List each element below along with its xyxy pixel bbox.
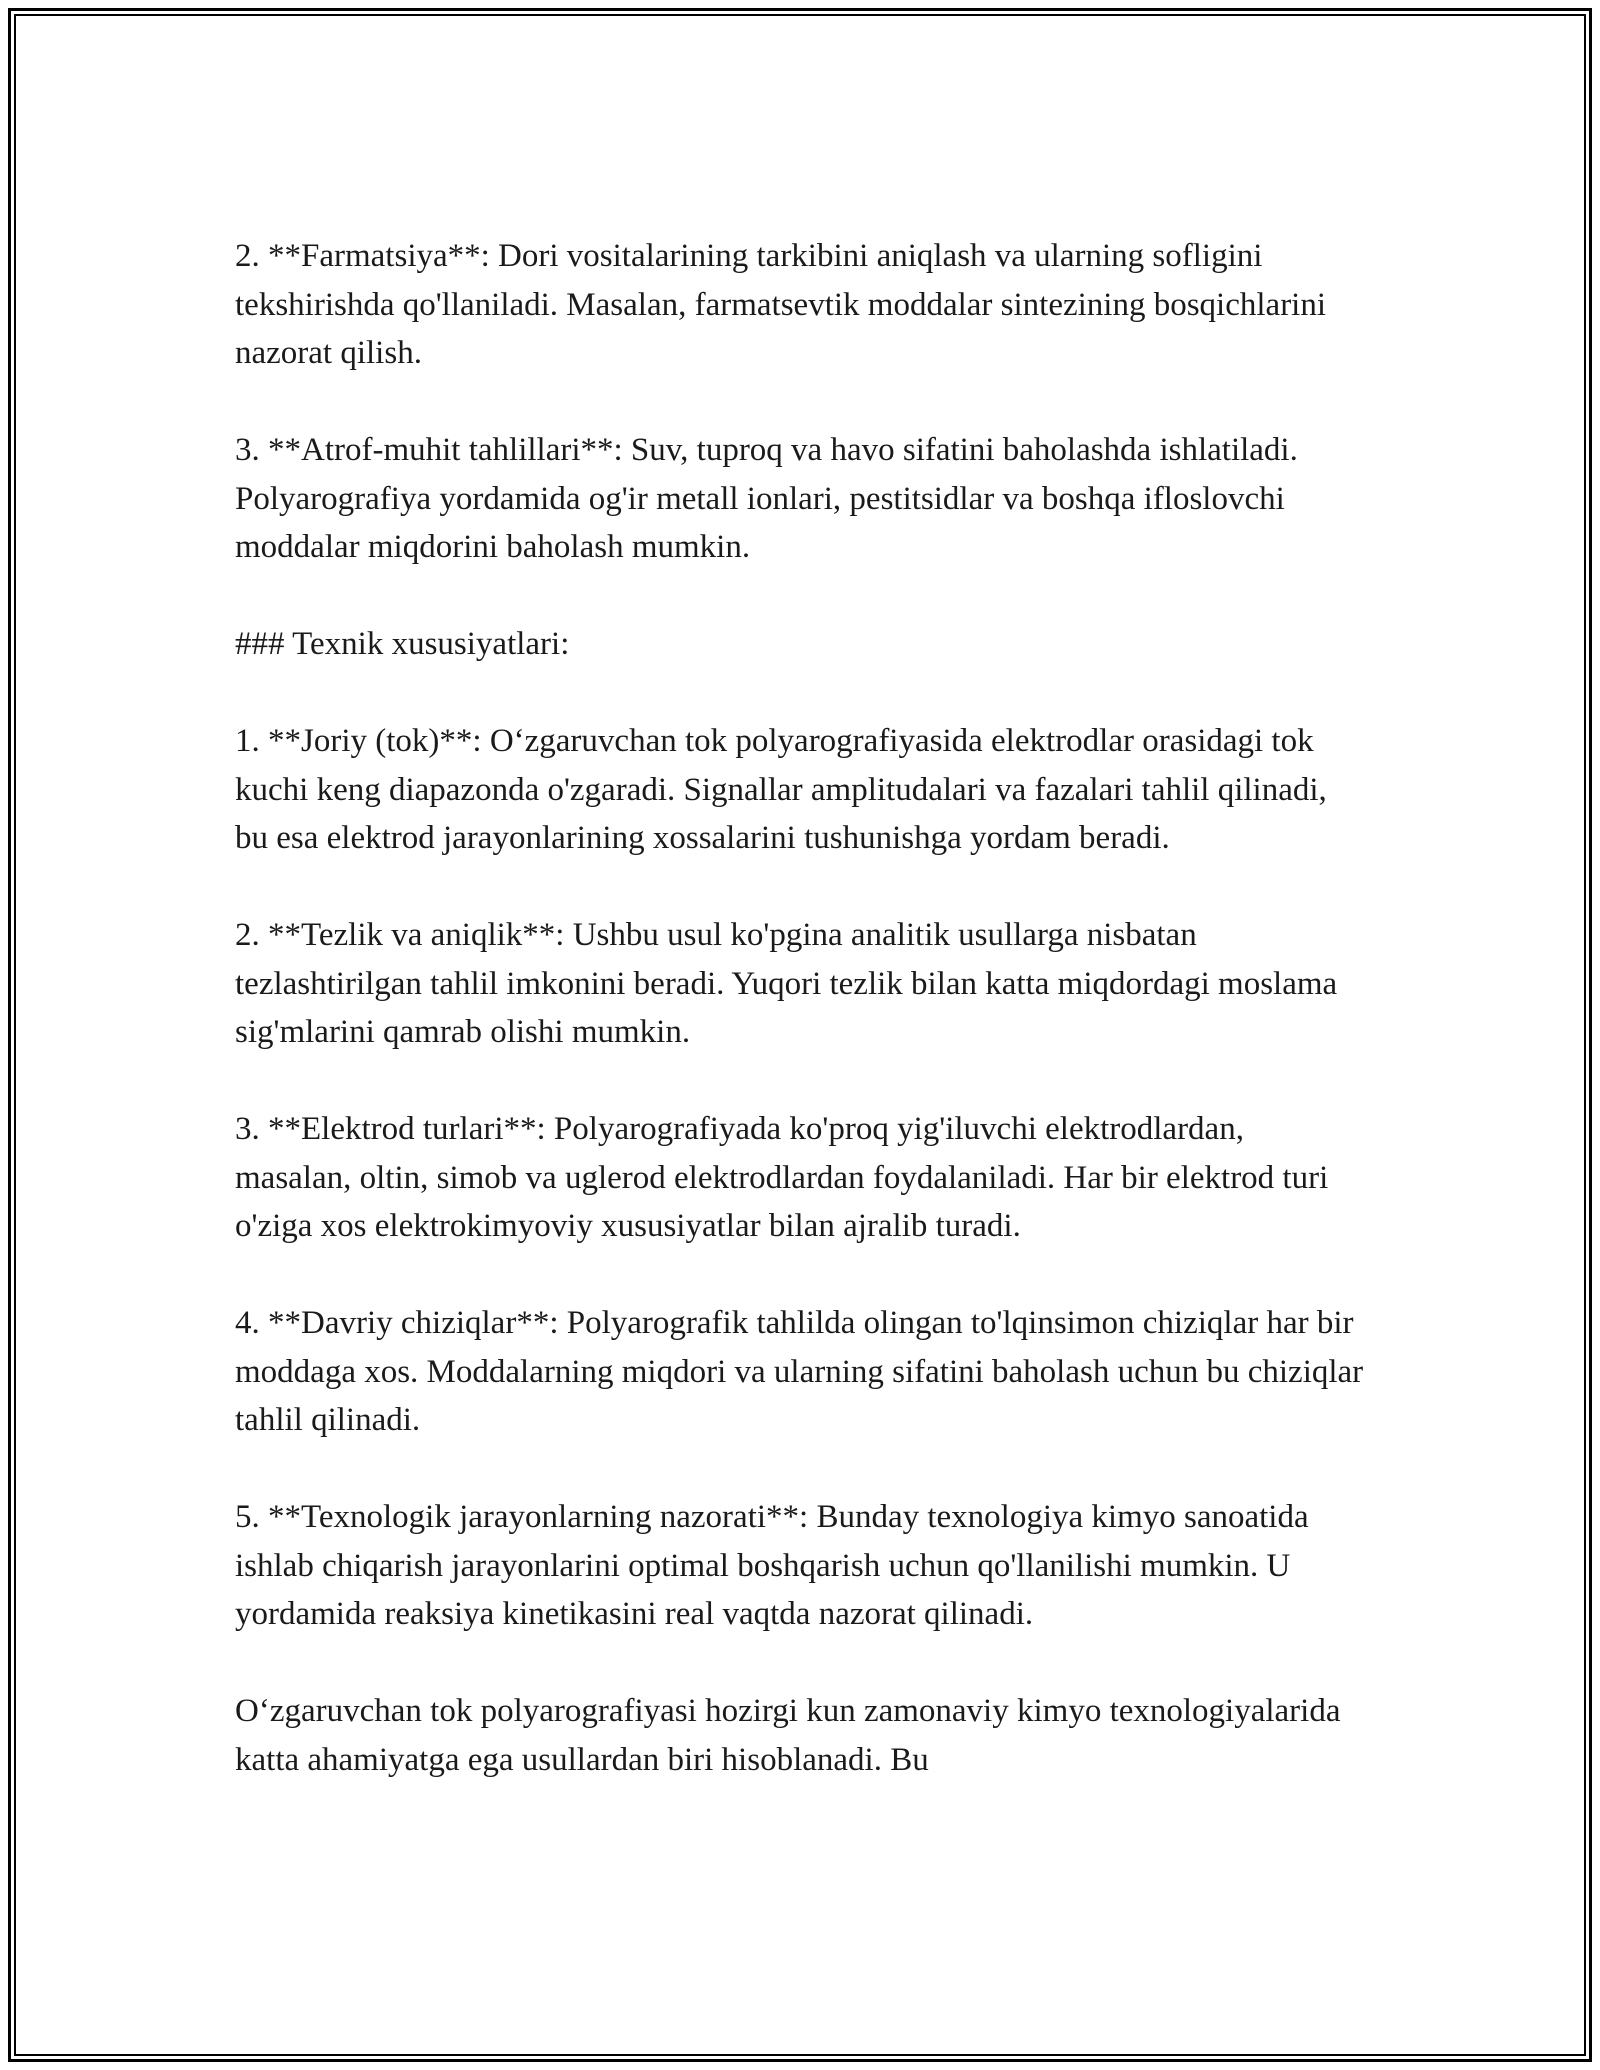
paragraph-conclusion: O‘zgaruvchan tok polyarografiyasi hozirgi kun zamonaviy kimyo texnologiyalarida katta ahamiyatga ega usullardan biri hisoblanadi. Bu: [235, 1693, 1341, 1778]
section-heading-texnik-xususiyatlari: ### Texnik xususiyatlari:: [235, 626, 570, 662]
paragraph-farmatsiya: 2. **Farmatsiya**: Dori vositalarining tarkibini aniqlash va ularning sofligini tekshirishda qo'llaniladi. Masalan, farmatsevtik moddalar sintezining bosqichlarini nazorat qilish.: [235, 238, 1327, 371]
paragraph-tezlik-va-aniqlik: 2. **Tezlik va aniqlik**: Ushbu usul ko'pgina analitik usullarga nisbatan tezlashtirilgan tahlil imkonini beradi. Yuqori tezlik bilan katta miqdordagi moslama sig'mlarini qamrab olishi mumkin.: [235, 917, 1338, 1050]
document-body: [235, 232, 1365, 1784]
paragraph-joriy-tok: 1. **Joriy (tok)**: O‘zgaruvchan tok polyarografiyasida elektrodlar orasidagi tok kuchi keng diapazonda o'zgaradi. Signallar amplitudalari va fazalari tahlil qilinadi, bu esa elektrod jarayonlarining xossalarini tushunishga yordam beradi.: [235, 723, 1327, 856]
paragraph-atrof-muhit: 3. **Atrof-muhit tahlillari**: Suv, tuproq va havo sifatini baholashda ishlatiladi. Polyarografiya yordamida og'ir metall ionlari, pestitsidlar va boshqa ifloslovchi moddalar miqdorini baholash mumkin.: [235, 432, 1298, 565]
paragraph-texnologik-jarayonlar: 5. **Texnologik jarayonlarning nazorati**: Bunday texnologiya kimyo sanoatida ishlab chiqarish jarayonlarini optimal boshqarish uchun qo'llanilishi mumkin. U yordamida reaksiya kinetikasini real vaqtda nazorat qilinadi.: [235, 1499, 1309, 1632]
paragraph-elektrod-turlari: 3. **Elektrod turlari**: Polyarografiyada ko'proq yig'iluvchi elektrodlardan, masalan, oltin, simob va uglerod elektrodlardan foydalaniladi. Har bir elektrod turi o'ziga xos elektrokimyoviy xususiyatlar bilan ajralib turadi.: [235, 1111, 1329, 1244]
paragraph-davriy-chiziqlar: 4. **Davriy chiziqlar**: Polyarografik tahlilda olingan to'lqinsimon chiziqlar har bir moddaga xos. Moddalarning miqdori va ularning sifatini baholash uchun bu chiziqlar tahlil qilinadi.: [235, 1305, 1364, 1438]
